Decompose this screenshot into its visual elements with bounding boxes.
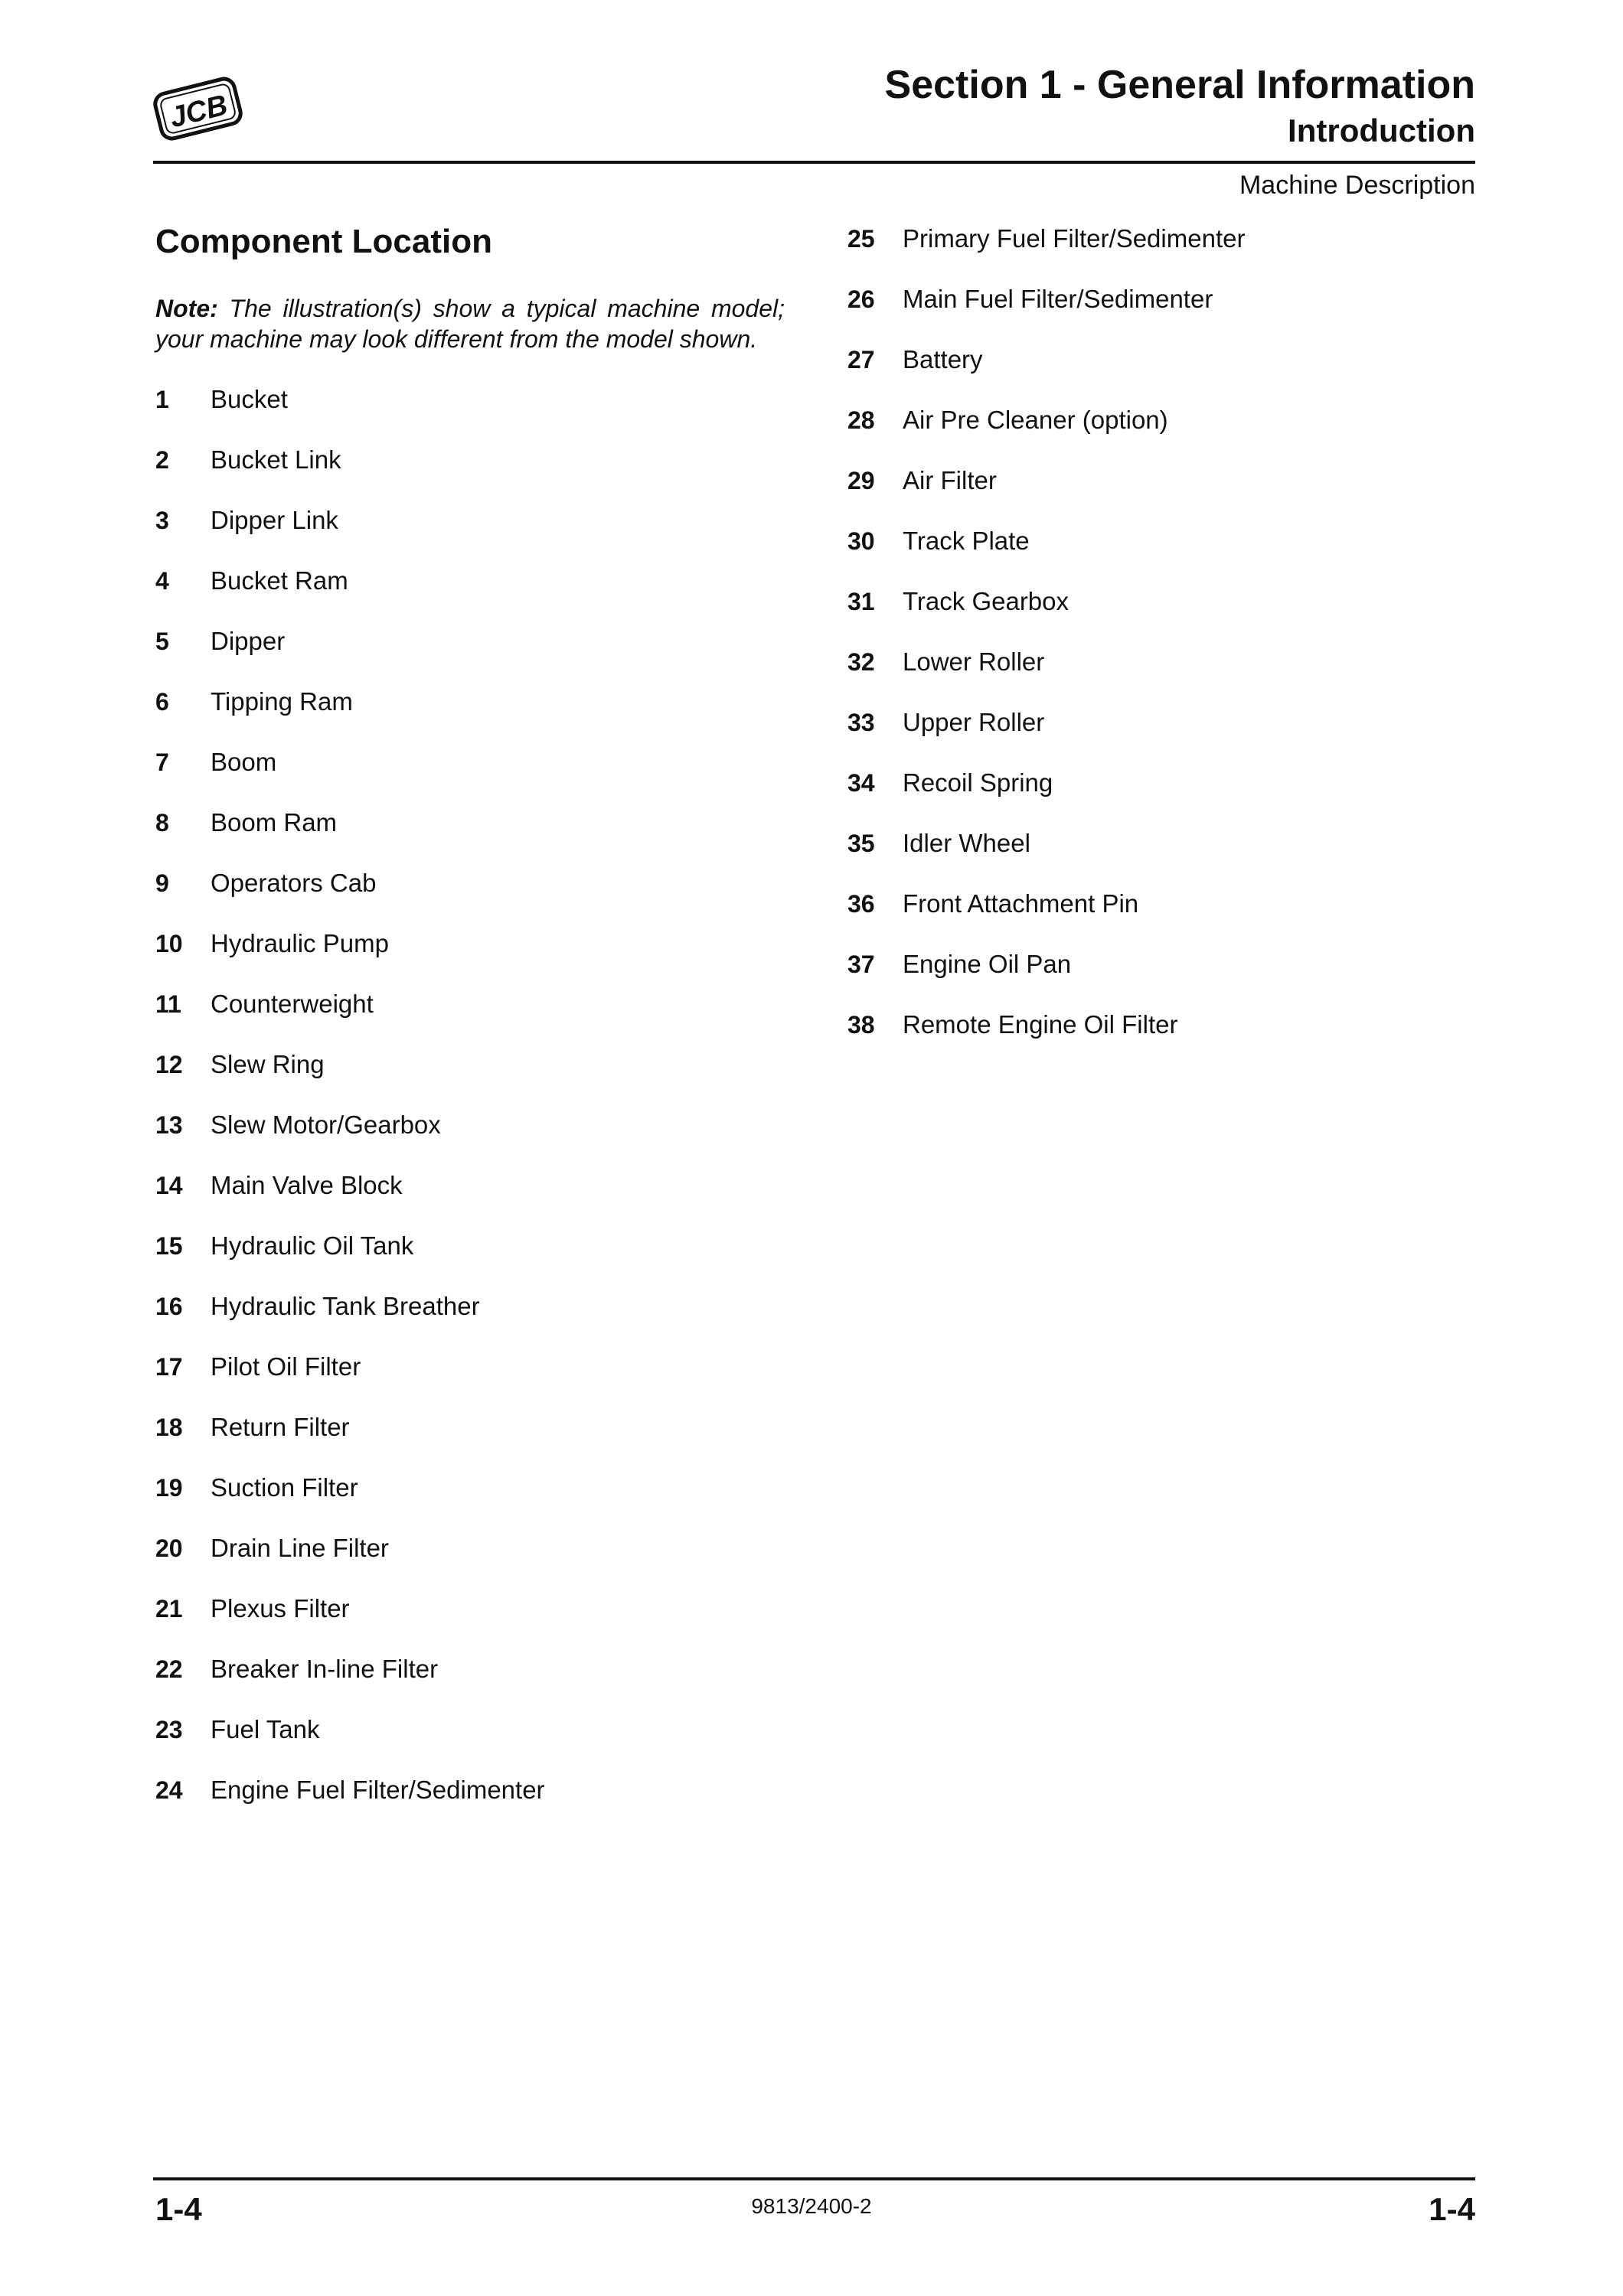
- component-number: 22: [155, 1655, 183, 1683]
- component-label: Idler Wheel: [903, 829, 1030, 857]
- component-label: Drain Line Filter: [211, 1534, 389, 1562]
- list-item: [155, 1352, 545, 1412]
- component-location-heading: Component Location: [155, 223, 492, 260]
- list-item: [847, 828, 1245, 889]
- component-number: 14: [155, 1172, 183, 1199]
- list-item: [155, 505, 545, 566]
- component-label: Air Pre Cleaner (option): [903, 406, 1168, 434]
- component-label: Hydraulic Tank Breather: [211, 1292, 480, 1320]
- list-item: [847, 284, 1245, 344]
- list-item: [847, 586, 1245, 647]
- component-number: 11: [155, 990, 181, 1018]
- component-label: Pilot Oil Filter: [211, 1352, 361, 1381]
- component-number: 5: [155, 628, 169, 655]
- list-item: [155, 1049, 545, 1110]
- component-label: Operators Cab: [211, 869, 377, 897]
- component-number: 27: [847, 346, 875, 373]
- list-item: [155, 566, 545, 626]
- component-label: Return Filter: [211, 1413, 350, 1441]
- component-number: 2: [155, 446, 169, 474]
- component-number: 29: [847, 467, 875, 494]
- component-label: Boom Ram: [211, 808, 338, 837]
- list-item: [155, 1412, 545, 1473]
- component-label: Bucket Link: [211, 445, 341, 474]
- component-number: 31: [847, 588, 875, 615]
- component-number: 17: [155, 1353, 183, 1381]
- list-item: [155, 868, 545, 928]
- page-number-right: 1-4: [1429, 2191, 1475, 2227]
- component-label: Slew Ring: [211, 1050, 325, 1078]
- component-number: 37: [847, 951, 875, 978]
- component-number: 25: [847, 225, 875, 253]
- component-label: Tipping Ram: [211, 687, 353, 716]
- list-item: [847, 647, 1245, 707]
- component-label: Hydraulic Oil Tank: [211, 1231, 414, 1260]
- list-item: [155, 445, 545, 505]
- component-label: Slew Motor/Gearbox: [211, 1110, 441, 1139]
- component-label: Recoil Spring: [903, 768, 1053, 797]
- list-item: [155, 1231, 545, 1291]
- note-label: Note:: [155, 295, 218, 322]
- component-number: 30: [847, 527, 875, 555]
- component-number: 21: [155, 1595, 183, 1623]
- component-label: Main Valve Block: [211, 1171, 403, 1199]
- list-item: [847, 223, 1245, 284]
- list-item: [155, 1714, 545, 1775]
- list-item: [847, 344, 1245, 405]
- component-label: Boom: [211, 748, 277, 776]
- component-label: Remote Engine Oil Filter: [903, 1010, 1178, 1039]
- list-item: [847, 465, 1245, 526]
- component-label: Track Plate: [903, 527, 1030, 555]
- component-label: Bucket Ram: [211, 566, 348, 595]
- component-number: 20: [155, 1534, 183, 1562]
- component-label: Suction Filter: [211, 1473, 358, 1502]
- component-number: 15: [155, 1232, 183, 1260]
- logo-text: JCB: [166, 89, 231, 135]
- chapter-title: Introduction: [1288, 113, 1475, 148]
- component-number: 7: [155, 748, 169, 776]
- list-item: [155, 1473, 545, 1533]
- list-item: [155, 1291, 545, 1352]
- list-item: [155, 928, 545, 989]
- subsection-title: Machine Description: [1239, 171, 1475, 200]
- list-item: [155, 1593, 545, 1654]
- component-label: Hydraulic Pump: [211, 929, 389, 957]
- component-label: Dipper Link: [211, 506, 338, 534]
- list-item: [847, 405, 1245, 465]
- component-number: 35: [847, 830, 875, 857]
- component-label: Air Filter: [903, 466, 997, 494]
- component-label: Main Fuel Filter/Sedimenter: [903, 285, 1213, 313]
- page-number-left: 1-4: [155, 2191, 202, 2227]
- list-item: [155, 384, 545, 445]
- list-item: [847, 949, 1245, 1009]
- list-item: [155, 1654, 545, 1714]
- component-label: Bucket: [211, 385, 288, 413]
- component-number: 28: [847, 406, 875, 434]
- component-number: 12: [155, 1051, 183, 1078]
- component-number: 26: [847, 285, 875, 313]
- list-item: [155, 747, 545, 807]
- list-item: [847, 889, 1245, 949]
- component-number: 33: [847, 709, 875, 736]
- component-number: 16: [155, 1293, 183, 1320]
- component-label: Plexus Filter: [211, 1594, 350, 1623]
- component-number: 32: [847, 648, 875, 676]
- component-number: 8: [155, 809, 169, 837]
- header-divider: [153, 161, 1475, 164]
- list-item: [155, 1775, 545, 1835]
- list-item: [155, 989, 545, 1049]
- list-item: [155, 626, 545, 687]
- section-title: Section 1 - General Information: [884, 63, 1475, 107]
- list-item: [847, 707, 1245, 768]
- component-label: Track Gearbox: [903, 587, 1069, 615]
- component-number: 19: [155, 1474, 183, 1502]
- component-number: 1: [155, 386, 169, 413]
- component-number: 10: [155, 930, 183, 957]
- list-item: [155, 1170, 545, 1231]
- component-number: 9: [155, 869, 169, 897]
- component-number: 3: [155, 507, 169, 534]
- component-number: 24: [155, 1776, 183, 1804]
- list-item: [847, 1009, 1245, 1070]
- list-item: [847, 768, 1245, 828]
- list-item: [847, 526, 1245, 586]
- component-list-left: [155, 384, 545, 1835]
- component-label: Dipper: [211, 627, 286, 655]
- component-list-right: [847, 223, 1245, 1070]
- component-label: Engine Oil Pan: [903, 950, 1072, 978]
- jcb-logo: [150, 69, 247, 152]
- component-number: 38: [847, 1011, 875, 1039]
- component-label: Lower Roller: [903, 647, 1045, 676]
- list-item: [155, 1110, 545, 1170]
- component-label: Battery: [903, 345, 983, 373]
- component-number: 23: [155, 1716, 183, 1743]
- component-number: 34: [847, 769, 875, 797]
- component-label: Breaker In-line Filter: [211, 1655, 439, 1683]
- footer-divider: [153, 2177, 1475, 2180]
- component-label: Front Attachment Pin: [903, 889, 1139, 918]
- document-code: 9813/2400-2: [751, 2194, 872, 2218]
- component-label: Engine Fuel Filter/Sedimenter: [211, 1776, 545, 1804]
- component-number: 18: [155, 1414, 183, 1441]
- component-label: Fuel Tank: [211, 1715, 320, 1743]
- note-text: The illustration(s) show a typical machine model; your machine may look different from the model shown.: [155, 295, 785, 353]
- note-paragraph: [155, 293, 785, 354]
- component-number: 36: [847, 890, 875, 918]
- list-item: [155, 807, 545, 868]
- component-label: Upper Roller: [903, 708, 1045, 736]
- component-label: Counterweight: [211, 990, 374, 1018]
- component-label: Primary Fuel Filter/Sedimenter: [903, 224, 1246, 253]
- component-number: 4: [155, 567, 169, 595]
- component-number: 13: [155, 1111, 183, 1139]
- list-item: [155, 1533, 545, 1593]
- list-item: [155, 687, 545, 747]
- component-number: 6: [155, 688, 169, 716]
